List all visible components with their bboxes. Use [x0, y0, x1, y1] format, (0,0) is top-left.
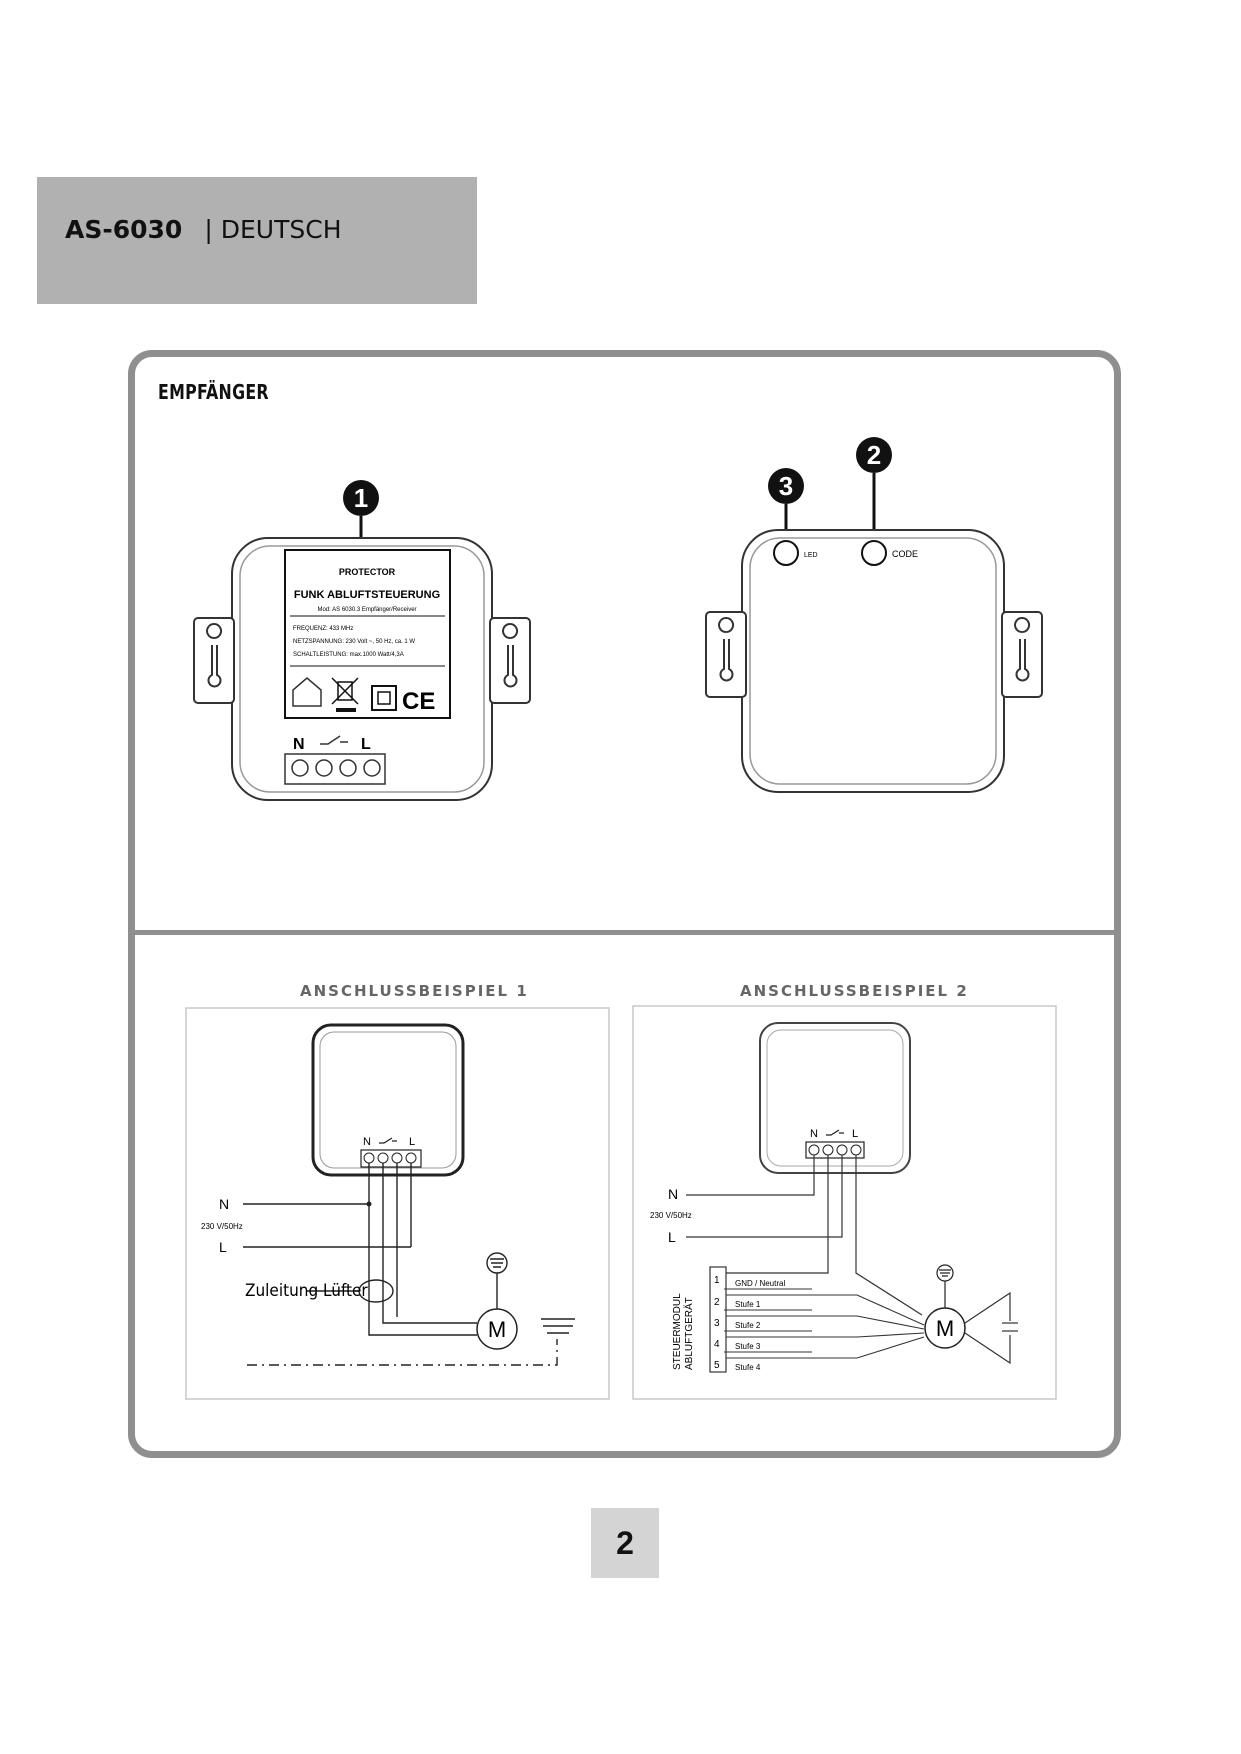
spec-frequency: FREQUENZ: 433 MHz	[293, 626, 354, 632]
receiver-front-diagram	[190, 470, 540, 820]
spec-voltage: NETZSPANNUNG: 230 Volt ~, 50 Hz, ca. 1 W	[293, 639, 416, 645]
example1-motor-label: M	[487, 1317, 507, 1342]
example2-terminal-n: N	[810, 1128, 818, 1140]
terminal-n-label: N	[293, 736, 305, 753]
brand-logo: PROTECTOR	[338, 567, 396, 577]
pin-num: 2	[714, 1297, 720, 1308]
mounting-tab-right	[1002, 612, 1042, 697]
wiring-example-2	[632, 1005, 1057, 1400]
pin-num: 5	[714, 1360, 720, 1371]
led-indicator	[774, 541, 798, 565]
pin-num: 3	[714, 1318, 720, 1329]
example1-line-n: N	[219, 1196, 230, 1212]
callout-3-number: 3	[778, 471, 794, 501]
example1-terminal-n: N	[363, 1136, 371, 1148]
example1-line-l: L	[219, 1239, 227, 1255]
code-button	[862, 541, 886, 565]
pin-label: Stufe 4	[735, 1363, 761, 1372]
mounting-tab-right	[490, 618, 530, 703]
example2-terminal-l: L	[852, 1128, 859, 1140]
header-bar	[37, 177, 477, 304]
led-label: LED	[804, 552, 818, 559]
pin-label: Stufe 1	[735, 1300, 761, 1309]
spec-power: SCHALTLEISTUNG: max.1000 Watt/4,3A	[293, 652, 404, 658]
example1-title: ANSCHLUSSBEISPIEL 1	[300, 982, 529, 1000]
header-separator: |	[204, 215, 213, 244]
example1-terminal-l: L	[409, 1136, 416, 1148]
pin-num: 1	[714, 1275, 720, 1286]
pin-num: 4	[714, 1339, 720, 1350]
section-title: EMPFÄNGER	[158, 380, 269, 404]
example2-voltage: 230 V/50Hz	[650, 1211, 692, 1220]
ce-mark-icon: CE	[402, 688, 436, 715]
receiver-back-diagram	[700, 430, 1060, 810]
module-label-2: ABLUFTGERÄT	[684, 1297, 695, 1370]
receiver-back-housing	[742, 530, 1004, 792]
example2-motor-label: M	[935, 1316, 955, 1341]
mounting-tab-left	[194, 618, 234, 703]
callout-2-number: 2	[866, 440, 882, 470]
section-divider	[128, 930, 1121, 935]
model-line: Mod: AS 6030.3 Empfänger/Receiver	[317, 607, 417, 613]
product-name: FUNK ABLUFTSTEUERUNG	[293, 589, 441, 601]
page-number-box	[591, 1508, 659, 1578]
callout-1-number: 1	[353, 483, 369, 513]
example2-line-l: L	[668, 1229, 676, 1245]
model-number: AS-6030	[65, 215, 183, 244]
terminal-l-label: L	[361, 736, 371, 753]
language-label: DEUTSCH	[220, 215, 342, 244]
example2-line-n: N	[668, 1186, 679, 1202]
header-title	[65, 215, 342, 244]
wiring-example-1	[185, 1007, 610, 1400]
example1-feed-label: Zuleitung Lüfter	[245, 1281, 368, 1301]
page-number: 2	[616, 1525, 634, 1561]
example2-title: ANSCHLUSSBEISPIEL 2	[740, 982, 969, 1000]
example1-voltage: 230 V/50Hz	[201, 1222, 243, 1231]
code-label: CODE	[892, 549, 919, 559]
mounting-tab-left	[706, 612, 746, 697]
pin-label: Stufe 3	[735, 1342, 761, 1351]
module-label-1: STEUERMODUL	[672, 1293, 683, 1370]
pin-label: GND / Neutral	[735, 1279, 786, 1288]
pin-label: Stufe 2	[735, 1321, 761, 1330]
